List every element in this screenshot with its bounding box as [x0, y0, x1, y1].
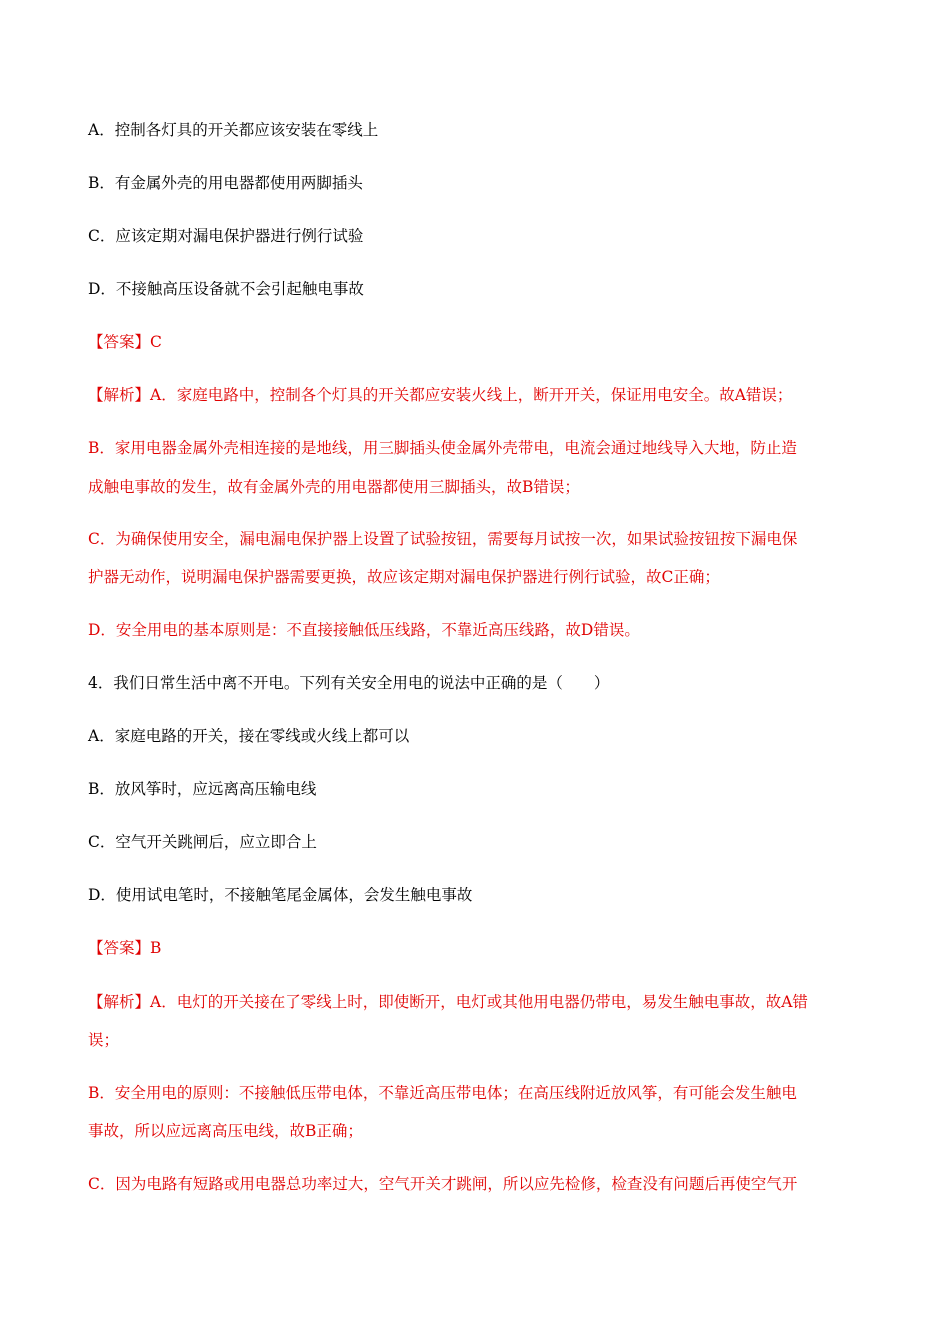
- q4-stem: 4．我们日常生活中离不开电。下列有关安全用电的说法中正确的是（ ）: [88, 674, 610, 692]
- q4-answer: [88, 938, 161, 958]
- q3-analysis-c-line2: 护器无动作，说明漏电保护器需要更换，故应该定期对漏电保护器进行例行试验，故C正确；: [88, 568, 720, 586]
- q3-analysis-a-text: A．家庭电路中，控制各个灯具的开关都应安装火线上，断开开关，保证用电安全。故A错误；: [150, 386, 793, 404]
- q4-answer-label: 【答案】: [88, 939, 151, 957]
- q4-analysis-b-line2: 事故，所以应远离高压电线，故B正确；: [88, 1122, 363, 1140]
- q3-answer-value: C: [150, 333, 162, 351]
- q4-analysis-b-line1: B．安全用电的原则：不接触低压带电体，不靠近高压带电体；在高压线附近放风筝，有可能会发生触电: [88, 1084, 797, 1102]
- q3-analysis-c-line1: C．为确保使用安全，漏电漏电保护器上设置了试验按钮，需要每月试按一次，如果试验按钮按下漏电保: [88, 530, 798, 548]
- q4-analysis-a-line2: 误；: [88, 1031, 120, 1049]
- q3-analysis-d: D．安全用电的基本原则是：不直接接触低压线路，不靠近高压线路，故D错误。: [88, 621, 640, 639]
- q3-analysis-b-line2: 成触电事故的发生，故有金属外壳的用电器都使用三脚插头，故B错误；: [88, 478, 580, 496]
- q3-option-c: C．应该定期对漏电保护器进行例行试验: [88, 227, 364, 245]
- q4-answer-value: B: [150, 939, 162, 957]
- q3-option-b: B．有金属外壳的用电器都使用两脚插头: [88, 174, 363, 192]
- q4-option-d: D．使用试电笔时，不接触笔尾金属体，会发生触电事故: [88, 886, 473, 904]
- q3-option-d: D．不接触高压设备就不会引起触电事故: [88, 280, 364, 298]
- q3-answer-label: 【答案】: [88, 333, 151, 351]
- q4-analysis-c-line1: C．因为电路有短路或用电器总功率过大，空气开关才跳闸，所以应先检修，检查没有问题后再使空气开: [88, 1175, 798, 1193]
- q3-option-a: A．控制各灯具的开关都应该安装在零线上: [88, 121, 379, 139]
- q4-option-b: B．放风筝时，应远离高压输电线: [88, 780, 317, 798]
- q4-option-c: C．空气开关跳闸后，应立即合上: [88, 833, 317, 851]
- q4-analysis-a-text: A．电灯的开关接在了零线上时，即使断开，电灯或其他用电器仍带电，易发生触电事故，故A错: [150, 993, 808, 1011]
- q4-analysis-label: 【解析】: [88, 993, 151, 1011]
- q3-analysis-label: 【解析】: [88, 386, 151, 404]
- q4-analysis-a-line1: [88, 992, 808, 1012]
- q4-option-a: A．家庭电路的开关，接在零线或火线上都可以: [88, 727, 410, 745]
- q3-analysis-a: [88, 385, 792, 405]
- q3-analysis-b-line1: B．家用电器金属外壳相连接的是地线，用三脚插头使金属外壳带电，电流会通过地线导入大地，防止造: [88, 439, 797, 457]
- q3-answer: [88, 332, 162, 352]
